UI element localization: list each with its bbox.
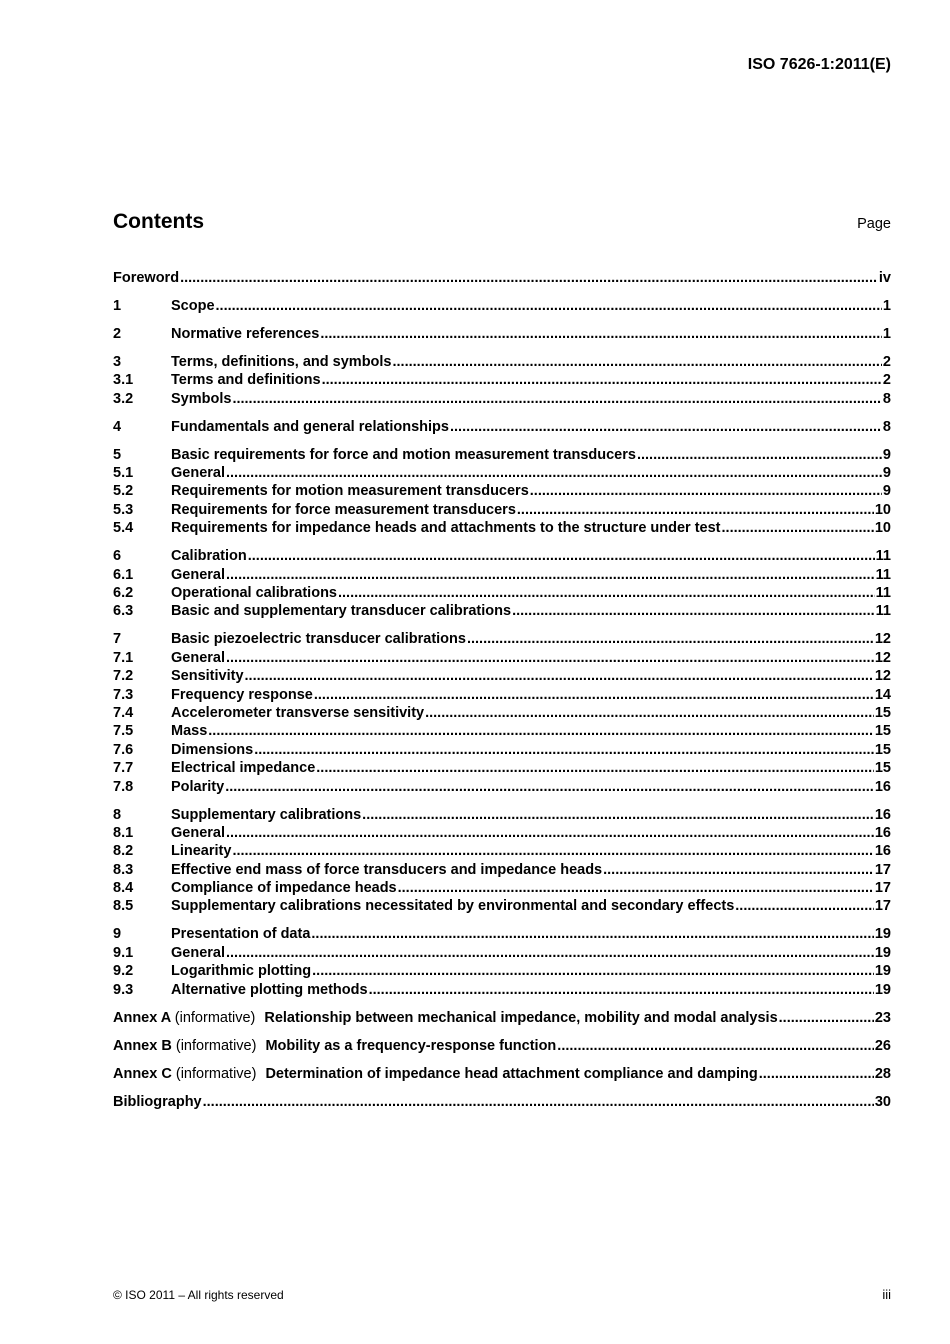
toc-entry-title: Foreword	[113, 270, 180, 286]
toc-entry[interactable]	[113, 269, 891, 287]
toc-leader-dots	[735, 897, 874, 915]
toc-entry-number: 1	[113, 297, 122, 314]
toc-entry[interactable]	[113, 704, 891, 722]
bibliography-title: Bibliography	[113, 1093, 202, 1110]
toc-entry-number: 5.1	[113, 465, 134, 482]
toc-entry-page: 16	[874, 778, 891, 795]
table-of-contents	[113, 269, 891, 1111]
toc-leader-dots	[232, 390, 881, 408]
toc-leader-dots	[254, 741, 874, 759]
toc-entry-title: Effective end mass of force transducers and impedance heads	[171, 861, 603, 878]
toc-entry-number: 8.3	[113, 861, 134, 878]
toc-entry[interactable]	[113, 482, 891, 500]
toc-entry-title: Polarity	[171, 778, 225, 795]
toc-entry-page: 16	[874, 806, 891, 823]
toc-entry[interactable]	[113, 861, 891, 879]
toc-entry[interactable]	[113, 879, 891, 897]
toc-entry-page: 15	[874, 760, 891, 777]
toc-entry-title: General	[171, 465, 225, 482]
toc-entry-page: 8	[882, 390, 891, 407]
toc-entry-title: Frequency response	[171, 686, 313, 703]
toc-entry-page: 1	[882, 297, 891, 314]
toc-entry-title: General	[171, 944, 225, 961]
toc-entry-title: Operational calibrations	[171, 585, 337, 602]
annex-label	[113, 1037, 265, 1055]
annex-label	[113, 1065, 265, 1083]
toc-entry[interactable]	[113, 806, 891, 824]
toc-entry-page: iv	[878, 270, 891, 286]
toc-entry-title: Basic piezoelectric transducer calibrations	[171, 631, 466, 648]
toc-leader-dots	[316, 759, 874, 777]
toc-entry-number: 8.2	[113, 843, 134, 860]
toc-entry-number: 7.6	[113, 741, 134, 758]
toc-entry-title: Compliance of impedance heads	[171, 880, 397, 897]
toc-entry[interactable]	[113, 722, 891, 740]
toc-entry[interactable]	[113, 667, 891, 685]
toc-entry-number: 7	[113, 631, 122, 648]
annex-id: Annex C	[113, 1065, 172, 1082]
annex-type: (informative)	[175, 1065, 257, 1082]
toc-bibliography-entry[interactable]	[113, 1093, 891, 1111]
contents-title: Contents	[113, 210, 204, 233]
toc-entry-page: 17	[874, 880, 891, 897]
toc-entry-number: 7.2	[113, 668, 134, 685]
toc-entry-title: Supplementary calibrations	[171, 806, 362, 823]
annex-type: (informative)	[175, 1037, 257, 1054]
toc-entry-number: 5	[113, 446, 122, 463]
toc-entry[interactable]	[113, 824, 891, 842]
toc-entry-number: 7.4	[113, 704, 134, 721]
toc-leader-dots	[203, 1093, 874, 1111]
toc-leader-dots	[779, 1009, 874, 1027]
toc-entry-page: 12	[874, 631, 891, 648]
toc-leader-dots	[603, 861, 874, 879]
toc-leader-dots	[512, 602, 875, 620]
toc-entry[interactable]	[113, 501, 891, 519]
toc-entry-page: 9	[882, 483, 891, 500]
toc-entry-page: 16	[874, 824, 891, 841]
toc-entry-number: 9.2	[113, 963, 134, 980]
toc-entry-number: 3.2	[113, 390, 134, 407]
annex-type: (informative)	[174, 1009, 256, 1026]
toc-entry-number: 8.4	[113, 880, 134, 897]
toc-leader-dots	[314, 686, 874, 704]
toc-entry-page: 19	[874, 981, 891, 998]
toc-entry-page: 19	[874, 944, 891, 961]
toc-entry-title: Symbols	[171, 390, 232, 407]
annex-id: Annex B	[113, 1037, 172, 1054]
toc-entry-number: 9	[113, 926, 122, 943]
toc-entry[interactable]	[113, 446, 891, 464]
toc-entry[interactable]	[113, 547, 891, 565]
contents-header	[113, 210, 891, 234]
toc-entry-number: 5.3	[113, 501, 134, 518]
toc-entry-title: Fundamentals and general relationships	[171, 418, 449, 435]
toc-entry-page: 1	[882, 325, 891, 342]
toc-entry-number: 6	[113, 548, 122, 565]
annex-title: Relationship between mechanical impedance, mobility and modal analysis	[264, 1009, 778, 1026]
toc-entry[interactable]	[113, 649, 891, 667]
toc-entry-title: Linearity	[171, 843, 232, 860]
toc-entry-page: 9	[882, 446, 891, 463]
toc-entry-title: Calibration	[171, 548, 247, 565]
toc-leader-dots	[226, 649, 874, 667]
toc-entry-page: 11	[875, 585, 891, 602]
toc-entry[interactable]	[113, 353, 891, 371]
annex-page: 26	[874, 1037, 891, 1054]
toc-entry-number: 8.1	[113, 824, 134, 841]
toc-leader-dots	[557, 1037, 874, 1055]
toc-entry-title: Basic requirements for force and motion measurement transducers	[171, 446, 636, 463]
toc-leader-dots	[338, 584, 875, 602]
footer-page-number: iii	[882, 1287, 891, 1302]
toc-entry-page: 11	[875, 548, 891, 565]
toc-entry-page: 10	[874, 501, 891, 518]
toc-leader-dots	[311, 925, 873, 943]
toc-entry[interactable]	[113, 390, 891, 408]
toc-entry-title: Accelerometer transverse sensitivity	[171, 704, 425, 721]
toc-entry[interactable]	[113, 566, 891, 584]
toc-entry-page: 11	[875, 603, 891, 620]
toc-entry-title: Sensitivity	[171, 668, 244, 685]
toc-entry-page: 14	[874, 686, 891, 703]
toc-leader-dots	[530, 482, 882, 500]
toc-entry-page: 19	[874, 963, 891, 980]
document-id: ISO 7626-1:2011(E)	[747, 56, 891, 73]
toc-entry-number: 5.2	[113, 483, 134, 500]
annex-id: Annex A	[113, 1009, 171, 1026]
toc-entry[interactable]	[113, 759, 891, 777]
toc-entry[interactable]	[113, 944, 891, 962]
toc-entry-number: 7.3	[113, 686, 134, 703]
toc-entry-title: Scope	[171, 297, 215, 314]
toc-entry-page: 2	[882, 353, 891, 370]
toc-leader-dots	[226, 566, 875, 584]
toc-leader-dots	[245, 667, 874, 685]
toc-entry[interactable]	[113, 602, 891, 620]
toc-leader-dots	[322, 371, 882, 389]
toc-entry-page: 17	[874, 898, 891, 915]
toc-entry-title: Terms, definitions, and symbols	[171, 353, 392, 370]
toc-leader-dots	[216, 297, 882, 315]
toc-entry-title: Basic and supplementary transducer calibrations	[171, 603, 512, 620]
toc-entry-number: 7.8	[113, 778, 134, 795]
toc-entry[interactable]	[113, 371, 891, 389]
toc-entry-page: 10	[874, 520, 891, 537]
toc-annex-entry[interactable]	[113, 1037, 891, 1055]
footer-copyright: © ISO 2011 – All rights reserved	[113, 1288, 284, 1302]
toc-entry-page: 12	[874, 668, 891, 685]
toc-leader-dots	[393, 353, 882, 371]
toc-entry[interactable]	[113, 325, 891, 343]
toc-entry-title: Supplementary calibrations necessitated by environmental and secondary effects	[171, 898, 735, 915]
toc-leader-dots	[208, 722, 874, 740]
toc-leader-dots	[225, 778, 874, 796]
toc-entry-number: 3	[113, 353, 122, 370]
page-column-label: Page	[857, 216, 891, 232]
toc-entry[interactable]	[113, 297, 891, 315]
toc-entry[interactable]	[113, 630, 891, 648]
toc-entry-number: 3.1	[113, 372, 134, 389]
toc-leader-dots	[248, 547, 875, 565]
toc-entry-page: 16	[874, 843, 891, 860]
toc-entry-number: 4	[113, 418, 122, 435]
toc-annex-entry[interactable]	[113, 1009, 891, 1027]
toc-entry-title: Presentation of data	[171, 926, 311, 943]
toc-leader-dots	[180, 269, 878, 287]
toc-leader-dots	[226, 464, 882, 482]
toc-entry[interactable]	[113, 519, 891, 537]
toc-entry[interactable]	[113, 584, 891, 602]
toc-entry-page: 8	[882, 418, 891, 435]
toc-entry-number: 7.5	[113, 723, 134, 740]
toc-entry[interactable]	[113, 778, 891, 796]
toc-leader-dots	[226, 824, 874, 842]
toc-leader-dots	[362, 806, 874, 824]
toc-entry-page: 15	[874, 723, 891, 740]
toc-entry-page: 17	[874, 861, 891, 878]
toc-entry-title: Normative references	[171, 325, 320, 342]
toc-entry-page: 15	[874, 704, 891, 721]
toc-entry-page: 12	[874, 649, 891, 666]
toc-entry-page: 11	[875, 566, 891, 583]
toc-leader-dots	[722, 519, 874, 537]
toc-entry-number: 2	[113, 325, 122, 342]
toc-entry-number: 9.1	[113, 944, 134, 961]
toc-annex-entry[interactable]	[113, 1065, 891, 1083]
toc-entry-title: General	[171, 649, 225, 666]
toc-entry-number: 7.1	[113, 649, 134, 666]
toc-entry-title: Dimensions	[171, 741, 254, 758]
toc-leader-dots	[398, 879, 874, 897]
bibliography-page: 30	[874, 1093, 891, 1110]
toc-entry-number: 5.4	[113, 520, 134, 537]
toc-entry[interactable]	[113, 897, 891, 915]
toc-entry-title: Logarithmic plotting	[171, 963, 312, 980]
toc-entry[interactable]	[113, 741, 891, 759]
toc-leader-dots	[232, 842, 873, 860]
toc-entry-title: Terms and definitions	[171, 372, 321, 389]
toc-leader-dots	[450, 418, 882, 436]
toc-leader-dots	[637, 446, 882, 464]
toc-entry-page: 9	[882, 465, 891, 482]
annex-label	[113, 1009, 264, 1027]
toc-entry-title: General	[171, 824, 225, 841]
toc-entry-title: Requirements for impedance heads and attachments to the structure under test	[171, 520, 721, 537]
toc-entry-number: 6.2	[113, 585, 134, 602]
toc-entry-number: 9.3	[113, 981, 134, 998]
annex-page: 23	[874, 1009, 891, 1026]
toc-entry[interactable]	[113, 925, 891, 943]
toc-entry-number: 8.5	[113, 898, 134, 915]
toc-entry-page: 2	[882, 372, 891, 389]
toc-entry-title: Electrical impedance	[171, 760, 316, 777]
toc-leader-dots	[369, 981, 874, 999]
toc-leader-dots	[517, 501, 874, 519]
annex-page: 28	[874, 1065, 891, 1082]
toc-entry-number: 8	[113, 806, 122, 823]
toc-entry[interactable]	[113, 464, 891, 482]
toc-entry-title: Requirements for motion measurement transducers	[171, 483, 529, 500]
toc-entry-page: 19	[874, 926, 891, 943]
toc-leader-dots	[759, 1065, 874, 1083]
toc-entry[interactable]	[113, 981, 891, 999]
toc-leader-dots	[425, 704, 874, 722]
toc-entry-title: General	[171, 566, 225, 583]
toc-leader-dots	[226, 944, 874, 962]
toc-entry-number: 7.7	[113, 760, 134, 777]
annex-title: Determination of impedance head attachment compliance and damping	[265, 1065, 758, 1082]
toc-leader-dots	[320, 325, 882, 343]
toc-entry[interactable]	[113, 962, 891, 980]
annex-title: Mobility as a frequency-response function	[265, 1037, 557, 1054]
toc-leader-dots	[312, 962, 874, 980]
toc-entry[interactable]	[113, 686, 891, 704]
toc-entry-title: Requirements for force measurement transducers	[171, 501, 516, 518]
toc-entry[interactable]	[113, 418, 891, 436]
toc-entry-number: 6.3	[113, 603, 134, 620]
toc-entry[interactable]	[113, 842, 891, 860]
toc-entry-page: 15	[874, 741, 891, 758]
toc-entry-title: Alternative plotting methods	[171, 981, 368, 998]
toc-entry-number: 6.1	[113, 566, 134, 583]
toc-entry-title: Mass	[171, 723, 208, 740]
toc-leader-dots	[467, 630, 874, 648]
